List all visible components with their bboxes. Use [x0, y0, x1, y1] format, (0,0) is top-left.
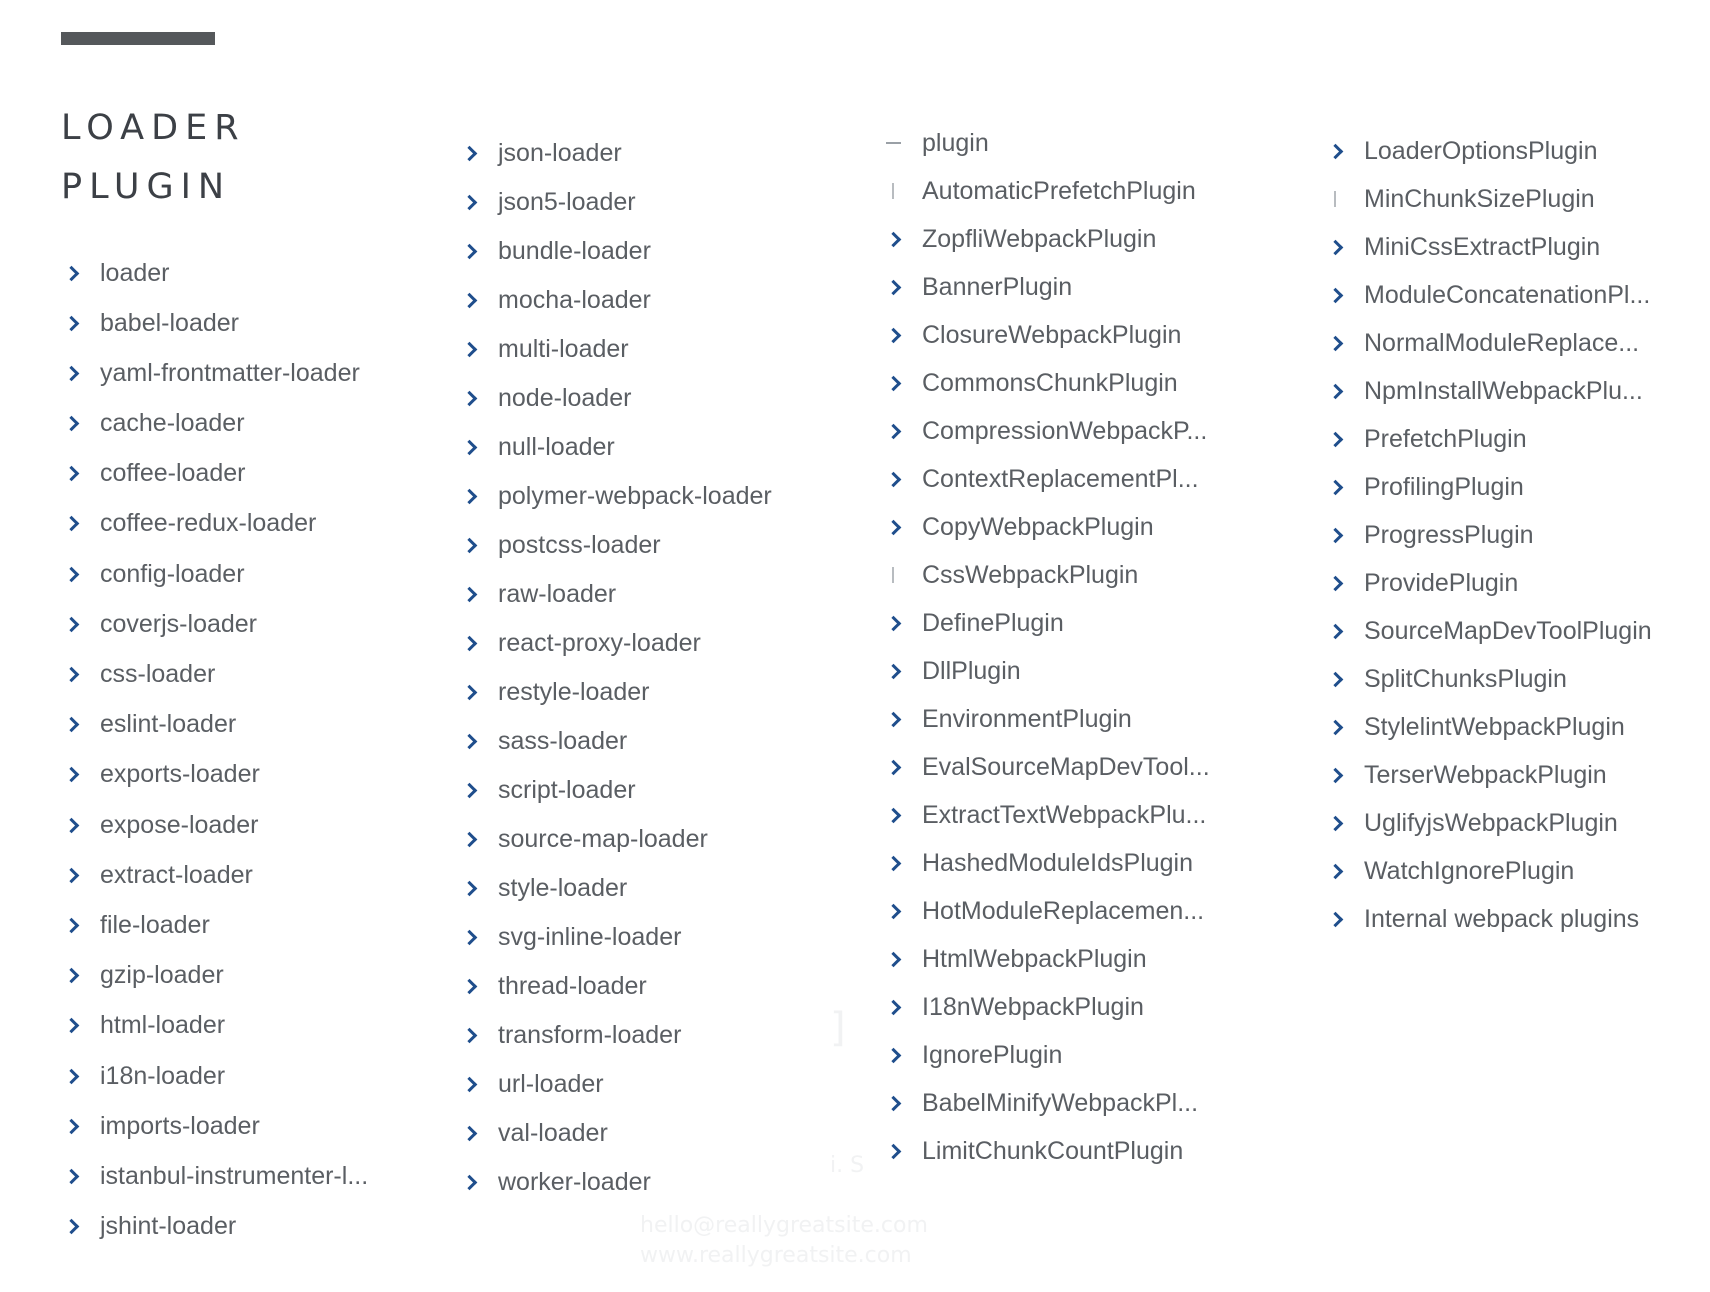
tree-item-label: coverjs-loader	[100, 609, 258, 638]
tree-item[interactable]	[462, 1167, 772, 1197]
tree-item-label: val-loader	[498, 1118, 608, 1147]
chevron-right-icon[interactable]	[64, 1171, 100, 1182]
tree-item-label: bundle-loader	[498, 236, 651, 265]
tree-item-label: CssWebpackPlugin	[922, 560, 1139, 589]
tree-item-label: coffee-loader	[100, 459, 246, 488]
chevron-right-icon[interactable]	[462, 1030, 498, 1041]
heading-plugin: PLUGIN	[61, 167, 232, 207]
chevron-right-icon[interactable]	[886, 810, 922, 821]
tree-item-label: ProfilingPlugin	[1364, 472, 1524, 501]
tree-item[interactable]	[462, 1020, 772, 1050]
chevron-right-icon[interactable]	[64, 1221, 100, 1232]
plugin-column-2	[1328, 136, 1652, 952]
tree-item[interactable]	[462, 530, 772, 560]
chevron-right-icon[interactable]	[1328, 818, 1364, 829]
tree-item[interactable]	[886, 992, 1210, 1022]
chevron-right-icon[interactable]	[462, 834, 498, 845]
tree-item-label: Internal webpack plugins	[1364, 904, 1640, 933]
tree-item[interactable]	[1328, 280, 1652, 310]
tree-item[interactable]	[462, 334, 772, 364]
tree-item-label: yaml-frontmatter-loader	[100, 358, 360, 387]
tree-item-label: ClosureWebpackPlugin	[922, 320, 1182, 349]
tree-item[interactable]	[462, 726, 772, 756]
tree-item[interactable]	[64, 860, 368, 890]
chevron-right-icon[interactable]	[64, 1121, 100, 1132]
tree-item[interactable]	[886, 800, 1210, 830]
tree-item-label: TerserWebpackPlugin	[1364, 760, 1607, 789]
tree-item[interactable]	[462, 432, 772, 462]
chevron-right-icon[interactable]	[64, 368, 100, 379]
tree-item[interactable]	[64, 258, 368, 288]
chevron-right-icon[interactable]	[462, 638, 498, 649]
tree-item[interactable]	[886, 1088, 1210, 1118]
chevron-right-icon[interactable]	[64, 318, 100, 329]
tree-item-label: json-loader	[498, 138, 622, 167]
tree-item[interactable]	[462, 236, 772, 266]
tree-item-label: sass-loader	[498, 726, 628, 755]
chevron-right-icon[interactable]	[886, 282, 922, 293]
chevron-right-icon[interactable]	[1328, 674, 1364, 685]
tree-item-label: WatchIgnorePlugin	[1364, 856, 1575, 885]
tree-item[interactable]	[64, 459, 368, 489]
tree-item[interactable]	[64, 1161, 368, 1191]
tree-item[interactable]	[886, 608, 1210, 638]
chevron-right-icon[interactable]	[886, 522, 922, 533]
chevron-right-icon[interactable]	[1328, 626, 1364, 637]
tree-item-label: HashedModuleIdsPlugin	[922, 848, 1194, 877]
chevron-right-icon[interactable]	[886, 858, 922, 869]
tree-item-label: I18nWebpackPlugin	[922, 992, 1144, 1021]
tree-item[interactable]	[886, 512, 1210, 542]
tree-item-label: file-loader	[100, 910, 210, 939]
chevron-right-icon[interactable]	[64, 920, 100, 931]
tree-item-label: polymer-webpack-loader	[498, 481, 772, 510]
tree-item-label: transform-loader	[498, 1020, 682, 1049]
tree-item[interactable]	[1328, 856, 1652, 886]
tree-item[interactable]	[1328, 904, 1652, 934]
chevron-right-icon[interactable]	[886, 1002, 922, 1013]
top-accent-bar	[61, 32, 215, 45]
tree-item-label: UglifyjsWebpackPlugin	[1364, 808, 1618, 837]
tree-item[interactable]	[886, 848, 1210, 878]
tree-item-label: istanbul-instrumenter-l...	[100, 1161, 369, 1190]
chevron-right-icon[interactable]	[64, 870, 100, 881]
tree-item[interactable]	[64, 710, 368, 740]
plugin-column-1	[886, 128, 1210, 1184]
tree-item[interactable]	[886, 416, 1210, 446]
chevron-right-icon[interactable]	[1328, 722, 1364, 733]
tree-item[interactable]	[64, 559, 368, 589]
tree-item[interactable]	[462, 481, 772, 511]
chevron-right-icon[interactable]	[886, 618, 922, 629]
tree-item-label: source-map-loader	[498, 824, 708, 853]
chevron-right-icon[interactable]	[462, 246, 498, 257]
tree-item[interactable]	[64, 358, 368, 388]
tree-item-label: css-loader	[100, 660, 216, 688]
chevron-right-icon[interactable]	[64, 518, 100, 529]
chevron-right-icon[interactable]	[886, 330, 922, 341]
tree-item[interactable]	[886, 320, 1210, 350]
chevron-right-icon[interactable]	[1328, 290, 1364, 301]
tree-item[interactable]	[64, 1111, 368, 1141]
chevron-right-icon[interactable]	[886, 666, 922, 677]
tree-item[interactable]	[886, 1136, 1210, 1166]
chevron-right-icon[interactable]	[462, 736, 498, 747]
chevron-right-icon[interactable]	[64, 970, 100, 981]
chevron-right-icon[interactable]	[1328, 482, 1364, 493]
tree-item-label: EnvironmentPlugin	[922, 704, 1132, 733]
tree-item-label: style-loader	[498, 873, 628, 902]
chevron-right-icon[interactable]	[886, 1098, 922, 1109]
chevron-right-icon[interactable]	[462, 932, 498, 943]
tree-item-label: restyle-loader	[498, 677, 650, 706]
tree-item[interactable]	[462, 873, 772, 903]
tree-item[interactable]	[64, 409, 368, 439]
tree-item-label: postcss-loader	[498, 530, 661, 559]
tree-item[interactable]	[886, 896, 1210, 926]
chevron-right-icon[interactable]	[462, 540, 498, 551]
tree-item-label: ContextReplacementPl...	[922, 464, 1199, 493]
tree-item-label: plugin	[922, 128, 989, 157]
undefined[interactable]	[886, 142, 922, 144]
tree-item-label: html-loader	[100, 1011, 226, 1040]
chevron-right-icon[interactable]	[462, 883, 498, 894]
tree-item-label: imports-loader	[100, 1111, 260, 1140]
tree-item-label: BannerPlugin	[922, 272, 1073, 301]
chevron-right-icon[interactable]	[462, 197, 498, 208]
chevron-right-icon[interactable]	[886, 762, 922, 773]
tree-item-label: DllPlugin	[922, 656, 1021, 685]
tree-item[interactable]	[462, 1069, 772, 1099]
tree-item[interactable]	[64, 760, 368, 790]
tree-item-label: LoaderOptionsPlugin	[1364, 136, 1598, 165]
tree-item[interactable]	[886, 656, 1210, 686]
tree-item[interactable]	[886, 128, 1210, 158]
tree-item-label: multi-loader	[498, 334, 629, 363]
chevron-right-icon[interactable]	[886, 378, 922, 389]
tree-item-label: LimitChunkCountPlugin	[922, 1136, 1184, 1165]
tree-item[interactable]	[462, 628, 772, 658]
tree-item[interactable]	[1328, 808, 1652, 838]
chevron-right-icon[interactable]	[886, 906, 922, 917]
chevron-right-icon[interactable]	[64, 1020, 100, 1031]
heading-loader: LOADER	[61, 108, 246, 148]
chevron-right-icon[interactable]	[1328, 866, 1364, 877]
tree-item-label: url-loader	[498, 1069, 604, 1098]
chevron-right-icon[interactable]	[886, 234, 922, 245]
tree-item[interactable]	[64, 1011, 368, 1041]
tree-item-label: SourceMapDevToolPlugin	[1364, 616, 1652, 645]
tree-item[interactable]	[462, 187, 772, 217]
tree-item[interactable]	[1328, 568, 1652, 598]
tree-item-label: script-loader	[498, 775, 636, 804]
tree-item[interactable]	[886, 176, 1210, 206]
chevron-right-icon[interactable]	[886, 954, 922, 965]
tree-item[interactable]	[462, 677, 772, 707]
tree-item[interactable]	[886, 1040, 1210, 1070]
chevron-right-icon[interactable]	[462, 981, 498, 992]
chevron-right-icon[interactable]	[1328, 146, 1364, 157]
chevron-right-icon[interactable]	[64, 719, 100, 730]
chevron-right-icon[interactable]	[886, 474, 922, 485]
tree-item-label: DefinePlugin	[922, 608, 1064, 637]
undefined	[1328, 191, 1364, 207]
tree-item-label: ExtractTextWebpackPlu...	[922, 800, 1207, 829]
tree-item-label: CompressionWebpackP...	[922, 416, 1208, 445]
tree-item[interactable]	[1328, 376, 1652, 406]
tree-item[interactable]	[462, 971, 772, 1001]
tree-item[interactable]	[886, 560, 1210, 590]
faint-website: www.reallygreatsite.com	[640, 1243, 912, 1268]
tree-item-label: extract-loader	[100, 860, 253, 889]
tree-item-label: NpmInstallWebpackPlu...	[1364, 376, 1643, 405]
tree-item[interactable]	[886, 752, 1210, 782]
chevron-right-icon[interactable]	[886, 426, 922, 437]
tree-item-label: exports-loader	[100, 760, 260, 789]
tree-item-label: ZopfliWebpackPlugin	[922, 224, 1157, 253]
tree-item[interactable]	[64, 910, 368, 940]
tree-item[interactable]	[462, 824, 772, 854]
tree-item-label: worker-loader	[498, 1167, 651, 1196]
tree-item[interactable]	[886, 704, 1210, 734]
tree-item-label: svg-inline-loader	[498, 922, 682, 951]
chevron-right-icon[interactable]	[462, 295, 498, 306]
tree-item-label: expose-loader	[100, 810, 259, 839]
tree-item[interactable]	[64, 1212, 368, 1242]
chevron-right-icon[interactable]	[462, 148, 498, 159]
tree-item[interactable]	[886, 272, 1210, 302]
chevron-right-icon[interactable]	[64, 268, 100, 279]
tree-item[interactable]	[462, 579, 772, 609]
tree-item-label: ProgressPlugin	[1364, 520, 1534, 549]
tree-item[interactable]	[1328, 664, 1652, 694]
tree-item[interactable]	[64, 308, 368, 338]
tree-item-label: CopyWebpackPlugin	[922, 512, 1154, 541]
chevron-right-icon[interactable]	[1328, 914, 1364, 925]
tree-item-label: cache-loader	[100, 409, 245, 438]
chevron-right-icon[interactable]	[64, 569, 100, 580]
tree-item-label: CommonsChunkPlugin	[922, 368, 1178, 397]
chevron-right-icon[interactable]	[64, 820, 100, 831]
tree-item[interactable]	[886, 368, 1210, 398]
tree-item-label: EvalSourceMapDevTool...	[922, 752, 1210, 781]
tree-item-label: react-proxy-loader	[498, 628, 701, 657]
chevron-right-icon[interactable]	[462, 687, 498, 698]
chevron-right-icon[interactable]	[64, 619, 100, 630]
tree-item-label: thread-loader	[498, 971, 647, 1000]
chevron-right-icon[interactable]	[64, 669, 100, 680]
tree-item-label: loader	[100, 258, 170, 287]
tree-item[interactable]	[64, 961, 368, 991]
tree-item[interactable]	[1328, 760, 1652, 790]
tree-item-label: HtmlWebpackPlugin	[922, 944, 1147, 973]
loader-column-2	[462, 138, 772, 1216]
chevron-right-icon[interactable]	[886, 1050, 922, 1061]
tree-item-label: StylelintWebpackPlugin	[1364, 712, 1625, 741]
faint-email: hello@reallygreatsite.com	[640, 1213, 928, 1238]
chevron-right-icon[interactable]	[64, 468, 100, 479]
tree-item[interactable]	[886, 464, 1210, 494]
chevron-right-icon[interactable]	[462, 491, 498, 502]
tree-item-label: jshint-loader	[100, 1212, 237, 1241]
chevron-right-icon[interactable]	[462, 785, 498, 796]
tree-item-label: MinChunkSizePlugin	[1364, 184, 1595, 213]
tree-item-label: babel-loader	[100, 308, 239, 337]
tree-item[interactable]	[64, 810, 368, 840]
tree-item[interactable]	[1328, 424, 1652, 454]
tree-item-label: ModuleConcatenationPl...	[1364, 280, 1651, 309]
chevron-right-icon[interactable]	[462, 442, 498, 453]
tree-item[interactable]	[462, 775, 772, 805]
faint-bracket: ]	[830, 1005, 846, 1051]
tree-item-label: coffee-redux-loader	[100, 509, 317, 538]
tree-item[interactable]	[462, 138, 772, 168]
chevron-right-icon[interactable]	[1328, 338, 1364, 349]
tree-item-label: SplitChunksPlugin	[1364, 664, 1567, 693]
chevron-right-icon[interactable]	[1328, 242, 1364, 253]
tree-item-label: PrefetchPlugin	[1364, 424, 1527, 453]
tree-item[interactable]	[1328, 712, 1652, 742]
loader-column-1	[64, 258, 368, 1262]
tree-item-label: AutomaticPrefetchPlugin	[922, 176, 1196, 205]
chevron-right-icon[interactable]	[462, 1177, 498, 1188]
tree-item-label: MiniCssExtractPlugin	[1364, 232, 1601, 261]
tree-item[interactable]	[462, 285, 772, 315]
tree-item-label: config-loader	[100, 559, 245, 588]
tree-item-label: HotModuleReplacemen...	[922, 896, 1205, 925]
tree-item[interactable]	[64, 1061, 368, 1091]
tree-item[interactable]	[462, 383, 772, 413]
tree-item[interactable]	[1328, 472, 1652, 502]
tree-item[interactable]	[886, 224, 1210, 254]
tree-item-label: BabelMinifyWebpackPl...	[922, 1088, 1199, 1117]
chevron-right-icon[interactable]	[886, 1146, 922, 1157]
chevron-right-icon[interactable]	[64, 418, 100, 429]
chevron-right-icon[interactable]	[64, 1071, 100, 1082]
tree-item[interactable]	[462, 922, 772, 952]
tree-item[interactable]	[64, 509, 368, 539]
chevron-right-icon[interactable]	[462, 1079, 498, 1090]
tree-item[interactable]	[886, 944, 1210, 974]
tree-item[interactable]	[64, 609, 368, 639]
tree-item-label: mocha-loader	[498, 285, 651, 314]
undefined	[886, 567, 922, 583]
chevron-right-icon[interactable]	[1328, 578, 1364, 589]
tree-item-label: ProvidePlugin	[1364, 568, 1519, 597]
tree-item-label: null-loader	[498, 432, 615, 461]
tree-item[interactable]	[1328, 520, 1652, 550]
tree-item-label: IgnorePlugin	[922, 1040, 1063, 1069]
tree-item-label: json5-loader	[498, 187, 636, 216]
chevron-right-icon[interactable]	[1328, 530, 1364, 541]
chevron-right-icon[interactable]	[886, 714, 922, 725]
tree-item[interactable]	[1328, 328, 1652, 358]
tree-item-label: eslint-loader	[100, 710, 237, 739]
tree-item-label: node-loader	[498, 383, 632, 412]
tree-item[interactable]	[1328, 184, 1652, 214]
tree-item-label: i18n-loader	[100, 1061, 226, 1090]
tree-item[interactable]	[64, 660, 368, 690]
tree-item-label: raw-loader	[498, 579, 617, 608]
tree-item[interactable]	[1328, 616, 1652, 646]
chevron-right-icon[interactable]	[462, 393, 498, 404]
chevron-right-icon[interactable]	[1328, 386, 1364, 397]
tree-item[interactable]	[1328, 136, 1652, 166]
chevron-right-icon[interactable]	[462, 1128, 498, 1139]
undefined	[886, 183, 922, 199]
chevron-right-icon[interactable]	[1328, 770, 1364, 781]
tree-item-label: gzip-loader	[100, 961, 224, 990]
tree-item-label: NormalModuleReplace...	[1364, 328, 1640, 357]
tree-item[interactable]	[462, 1118, 772, 1148]
faint-label: i. S	[830, 1153, 865, 1178]
chevron-right-icon[interactable]	[64, 769, 100, 780]
chevron-right-icon[interactable]	[462, 344, 498, 355]
chevron-right-icon[interactable]	[1328, 434, 1364, 445]
tree-item[interactable]	[1328, 232, 1652, 262]
chevron-right-icon[interactable]	[462, 589, 498, 600]
